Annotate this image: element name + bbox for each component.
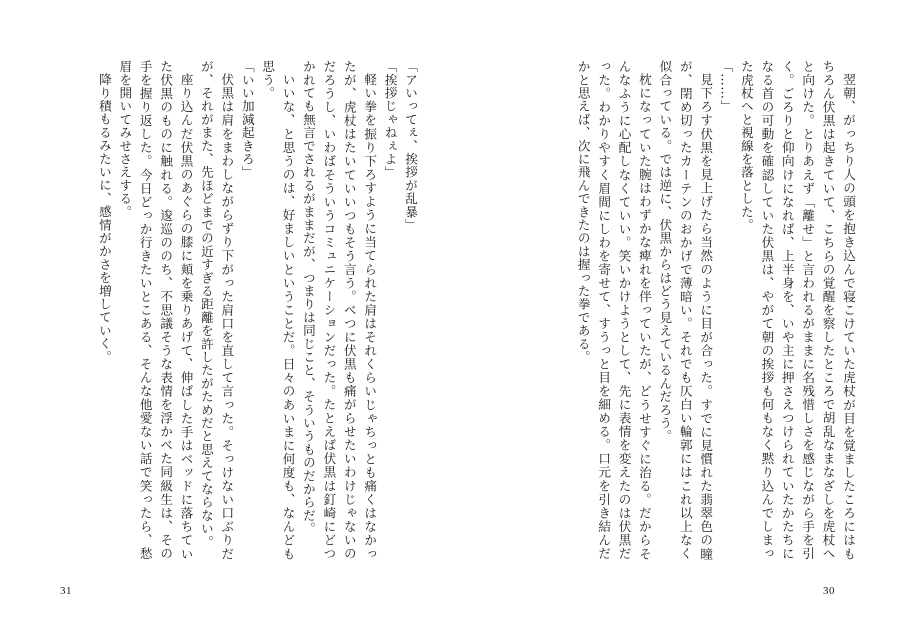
right-page-text: [548, 60, 858, 560]
page-number: 30: [823, 585, 835, 597]
right-page: [450, 0, 900, 624]
paragraph: 「……」: [718, 60, 734, 113]
paragraph: 軽い拳を振り下ろすように当てられた肩はそれくらいじゃちっとも痛くはなかったが、虎杖はたいていいつもそう言う。べつに伏黒も痛がらせたいわけじゃないのだろうし、いわばそういうコミュニケーションだった。たとえば伏黒は釘崎にどつかれても無言でされるがままだが、つまりは同じこと、そういうものだからだ。: [300, 60, 378, 560]
paragraph: いいな、と思うのは、好ましいということだ。日々のあいまに何度も、なんども思う。: [260, 60, 296, 560]
paragraph: 降り積もるみたいに、感情がかさを増していく。: [96, 72, 112, 363]
left-page-text: [96, 60, 420, 560]
paragraph: 見下ろす伏黒を見上げたら当然のように目が合った。すでに見慣れた翡翠色の瞳が、閉め切ったカーテンのおかげで薄暗い。それでも仄白い輪郭にはこれ以上なく似合っている。では逆に、伏黒からはどう見えているんだろう。: [657, 60, 714, 560]
paragraph: 伏黒は肩をまわしながらずり下がった肩口を直して言った。そっけない口ぶりだが、それがまた、先ほどまでの近すぎる距離を許したがためだと思えてならない。: [198, 60, 235, 560]
paragraph: 翌朝、がっちり人の頭を抱き込んで寝こけていた虎杖が目を覚ましたころにはもちろん伏黒は起きていて、こちらの覚醒を察したところで胡乱なまなざしを虎杖へと向けた。とりあえず「離せ」と言われるがままに名残惜しさを感じながら手を引く。ごろりと仰向けになれば、上半身を、いや主に押さえつけられていたかたちになる首の可動を確認していた伏黒は、やがて朝の挨拶も何もなく黙り込んでしまった虎杖へと視線を落とした。: [738, 60, 856, 560]
page-number: 31: [60, 585, 72, 597]
paragraph: 「挨拶じゃねぇよ」: [382, 60, 398, 179]
paragraph: 座り込んだ伏黒のあぐらの膝に頬を乗りあげて、伸ばした手はベッドに落ちていた伏黒のものに触れる。逡巡ののち、不思議そうな表情を浮かべた同級生は、その手を握り返した。今日どっか行きたいとこある、そんな他愛ない話で笑ったら、愁眉を開いてみせさえする。: [117, 60, 194, 560]
paragraph: 「アいってぇ、挨拶が乱暴」: [403, 60, 418, 232]
paragraph: 枕になっていた腕はわずかな痺れを伴っていたが、どうせすぐに治る。だからそんなふうに心配しなくていい。笑いかけようとして、先に表情を変えたのは伏黒だった。わかりやすく眉間にしわを寄せて、すうっと目を細める。口元を引き結んだかと思えば、次に飛んできたのは握った拳である。: [575, 60, 652, 560]
paragraph: 「いい加減起きろ」: [239, 60, 255, 179]
